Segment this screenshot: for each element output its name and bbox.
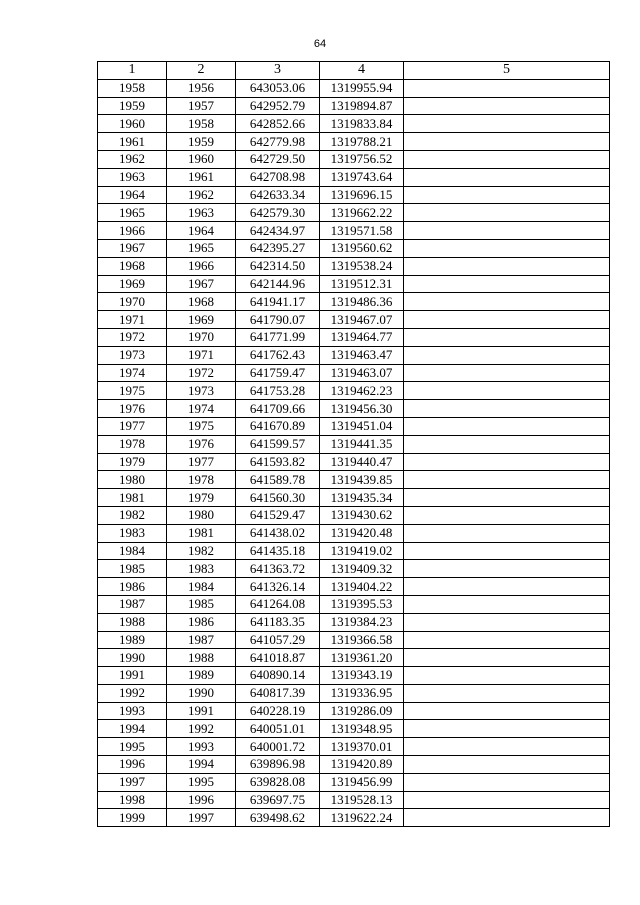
source-number-cell: 1984 bbox=[167, 578, 236, 596]
column-header-1: 1 bbox=[98, 62, 167, 80]
table-row bbox=[98, 328, 610, 346]
note-cell bbox=[404, 346, 610, 364]
table-row bbox=[98, 471, 610, 489]
table-row bbox=[98, 595, 610, 613]
table-row bbox=[98, 738, 610, 756]
x-coordinate-cell: 640817.39 bbox=[236, 684, 320, 702]
source-number-cell: 1964 bbox=[167, 222, 236, 240]
source-number-cell: 1977 bbox=[167, 453, 236, 471]
note-cell bbox=[404, 435, 610, 453]
y-coordinate-cell: 1319361.20 bbox=[320, 649, 404, 667]
point-number-cell: 1992 bbox=[98, 684, 167, 702]
table-row bbox=[98, 773, 610, 791]
x-coordinate-cell: 640001.72 bbox=[236, 738, 320, 756]
point-number-cell: 1986 bbox=[98, 578, 167, 596]
source-number-cell: 1990 bbox=[167, 684, 236, 702]
table-row bbox=[98, 79, 610, 97]
x-coordinate-cell: 643053.06 bbox=[236, 79, 320, 97]
x-coordinate-cell: 641018.87 bbox=[236, 649, 320, 667]
source-number-cell: 1957 bbox=[167, 97, 236, 115]
note-cell bbox=[404, 791, 610, 809]
point-number-cell: 1999 bbox=[98, 809, 167, 827]
x-coordinate-cell: 642952.79 bbox=[236, 97, 320, 115]
table-row bbox=[98, 631, 610, 649]
source-number-cell: 1969 bbox=[167, 311, 236, 329]
note-cell bbox=[404, 382, 610, 400]
source-number-cell: 1956 bbox=[167, 79, 236, 97]
point-number-cell: 1985 bbox=[98, 560, 167, 578]
x-coordinate-cell: 642434.97 bbox=[236, 222, 320, 240]
x-coordinate-cell: 642852.66 bbox=[236, 115, 320, 133]
y-coordinate-cell: 1319538.24 bbox=[320, 257, 404, 275]
y-coordinate-cell: 1319894.87 bbox=[320, 97, 404, 115]
y-coordinate-cell: 1319348.95 bbox=[320, 720, 404, 738]
coordinates-table bbox=[97, 61, 610, 827]
point-number-cell: 1984 bbox=[98, 542, 167, 560]
point-number-cell: 1967 bbox=[98, 239, 167, 257]
x-coordinate-cell: 639828.08 bbox=[236, 773, 320, 791]
table-row bbox=[98, 542, 610, 560]
point-number-cell: 1964 bbox=[98, 186, 167, 204]
x-coordinate-cell: 642708.98 bbox=[236, 168, 320, 186]
x-coordinate-cell: 642314.50 bbox=[236, 257, 320, 275]
note-cell bbox=[404, 631, 610, 649]
x-coordinate-cell: 640890.14 bbox=[236, 667, 320, 685]
y-coordinate-cell: 1319409.32 bbox=[320, 560, 404, 578]
note-cell bbox=[404, 702, 610, 720]
y-coordinate-cell: 1319696.15 bbox=[320, 186, 404, 204]
x-coordinate-cell: 642579.30 bbox=[236, 204, 320, 222]
note-cell bbox=[404, 79, 610, 97]
source-number-cell: 1995 bbox=[167, 773, 236, 791]
point-number-cell: 1995 bbox=[98, 738, 167, 756]
x-coordinate-cell: 642395.27 bbox=[236, 239, 320, 257]
point-number-cell: 1972 bbox=[98, 328, 167, 346]
table-row bbox=[98, 417, 610, 435]
x-coordinate-cell: 639498.62 bbox=[236, 809, 320, 827]
source-number-cell: 1980 bbox=[167, 506, 236, 524]
y-coordinate-cell: 1319464.77 bbox=[320, 328, 404, 346]
source-number-cell: 1996 bbox=[167, 791, 236, 809]
source-number-cell: 1968 bbox=[167, 293, 236, 311]
x-coordinate-cell: 641326.14 bbox=[236, 578, 320, 596]
y-coordinate-cell: 1319512.31 bbox=[320, 275, 404, 293]
note-cell bbox=[404, 97, 610, 115]
column-header-3: 3 bbox=[236, 62, 320, 80]
note-cell bbox=[404, 186, 610, 204]
y-coordinate-cell: 1319420.48 bbox=[320, 524, 404, 542]
table-row bbox=[98, 239, 610, 257]
table-row bbox=[98, 150, 610, 168]
y-coordinate-cell: 1319404.22 bbox=[320, 578, 404, 596]
point-number-cell: 1994 bbox=[98, 720, 167, 738]
x-coordinate-cell: 641593.82 bbox=[236, 453, 320, 471]
table-row bbox=[98, 186, 610, 204]
source-number-cell: 1985 bbox=[167, 595, 236, 613]
note-cell bbox=[404, 506, 610, 524]
note-cell bbox=[404, 222, 610, 240]
note-cell bbox=[404, 471, 610, 489]
point-number-cell: 1997 bbox=[98, 773, 167, 791]
column-header-2: 2 bbox=[167, 62, 236, 80]
page-number: 64 bbox=[313, 38, 327, 50]
y-coordinate-cell: 1319622.24 bbox=[320, 809, 404, 827]
point-number-cell: 1975 bbox=[98, 382, 167, 400]
point-number-cell: 1989 bbox=[98, 631, 167, 649]
note-cell bbox=[404, 293, 610, 311]
source-number-cell: 1971 bbox=[167, 346, 236, 364]
y-coordinate-cell: 1319441.35 bbox=[320, 435, 404, 453]
note-cell bbox=[404, 115, 610, 133]
point-number-cell: 1978 bbox=[98, 435, 167, 453]
table-header-row bbox=[98, 62, 610, 80]
note-cell bbox=[404, 560, 610, 578]
source-number-cell: 1991 bbox=[167, 702, 236, 720]
x-coordinate-cell: 640051.01 bbox=[236, 720, 320, 738]
point-number-cell: 1958 bbox=[98, 79, 167, 97]
point-number-cell: 1973 bbox=[98, 346, 167, 364]
note-cell bbox=[404, 720, 610, 738]
note-cell bbox=[404, 809, 610, 827]
table-row bbox=[98, 489, 610, 507]
y-coordinate-cell: 1319370.01 bbox=[320, 738, 404, 756]
source-number-cell: 1967 bbox=[167, 275, 236, 293]
table-row bbox=[98, 667, 610, 685]
table-row bbox=[98, 720, 610, 738]
x-coordinate-cell: 642779.98 bbox=[236, 133, 320, 151]
note-cell bbox=[404, 133, 610, 151]
table-header bbox=[98, 62, 610, 80]
x-coordinate-cell: 641183.35 bbox=[236, 613, 320, 631]
point-number-cell: 1968 bbox=[98, 257, 167, 275]
y-coordinate-cell: 1319456.30 bbox=[320, 400, 404, 418]
source-number-cell: 1993 bbox=[167, 738, 236, 756]
point-number-cell: 1996 bbox=[98, 756, 167, 774]
note-cell bbox=[404, 595, 610, 613]
table-row bbox=[98, 382, 610, 400]
source-number-cell: 1986 bbox=[167, 613, 236, 631]
x-coordinate-cell: 641670.89 bbox=[236, 417, 320, 435]
source-number-cell: 1976 bbox=[167, 435, 236, 453]
y-coordinate-cell: 1319528.13 bbox=[320, 791, 404, 809]
table-row bbox=[98, 364, 610, 382]
note-cell bbox=[404, 684, 610, 702]
y-coordinate-cell: 1319451.04 bbox=[320, 417, 404, 435]
note-cell bbox=[404, 613, 610, 631]
table-row bbox=[98, 435, 610, 453]
y-coordinate-cell: 1319955.94 bbox=[320, 79, 404, 97]
point-number-cell: 1983 bbox=[98, 524, 167, 542]
y-coordinate-cell: 1319343.19 bbox=[320, 667, 404, 685]
note-cell bbox=[404, 667, 610, 685]
source-number-cell: 1966 bbox=[167, 257, 236, 275]
note-cell bbox=[404, 400, 610, 418]
x-coordinate-cell: 641599.57 bbox=[236, 435, 320, 453]
source-number-cell: 1983 bbox=[167, 560, 236, 578]
x-coordinate-cell: 642633.34 bbox=[236, 186, 320, 204]
y-coordinate-cell: 1319336.95 bbox=[320, 684, 404, 702]
column-header-4: 4 bbox=[320, 62, 404, 80]
source-number-cell: 1989 bbox=[167, 667, 236, 685]
table-row bbox=[98, 756, 610, 774]
y-coordinate-cell: 1319420.89 bbox=[320, 756, 404, 774]
source-number-cell: 1962 bbox=[167, 186, 236, 204]
point-number-cell: 1960 bbox=[98, 115, 167, 133]
note-cell bbox=[404, 168, 610, 186]
point-number-cell: 1977 bbox=[98, 417, 167, 435]
note-cell bbox=[404, 773, 610, 791]
source-number-cell: 1961 bbox=[167, 168, 236, 186]
note-cell bbox=[404, 364, 610, 382]
x-coordinate-cell: 641560.30 bbox=[236, 489, 320, 507]
point-number-cell: 1981 bbox=[98, 489, 167, 507]
y-coordinate-cell: 1319419.02 bbox=[320, 542, 404, 560]
note-cell bbox=[404, 524, 610, 542]
y-coordinate-cell: 1319788.21 bbox=[320, 133, 404, 151]
table-body bbox=[98, 79, 610, 826]
source-number-cell: 1987 bbox=[167, 631, 236, 649]
note-cell bbox=[404, 328, 610, 346]
x-coordinate-cell: 641753.28 bbox=[236, 382, 320, 400]
x-coordinate-cell: 639697.75 bbox=[236, 791, 320, 809]
y-coordinate-cell: 1319743.64 bbox=[320, 168, 404, 186]
point-number-cell: 1980 bbox=[98, 471, 167, 489]
y-coordinate-cell: 1319384.23 bbox=[320, 613, 404, 631]
source-number-cell: 1982 bbox=[167, 542, 236, 560]
y-coordinate-cell: 1319662.22 bbox=[320, 204, 404, 222]
source-number-cell: 1979 bbox=[167, 489, 236, 507]
source-number-cell: 1960 bbox=[167, 150, 236, 168]
source-number-cell: 1992 bbox=[167, 720, 236, 738]
table-row bbox=[98, 791, 610, 809]
source-number-cell: 1975 bbox=[167, 417, 236, 435]
source-number-cell: 1958 bbox=[167, 115, 236, 133]
y-coordinate-cell: 1319560.62 bbox=[320, 239, 404, 257]
point-number-cell: 1962 bbox=[98, 150, 167, 168]
table-row bbox=[98, 293, 610, 311]
source-number-cell: 1978 bbox=[167, 471, 236, 489]
point-number-cell: 1966 bbox=[98, 222, 167, 240]
point-number-cell: 1998 bbox=[98, 791, 167, 809]
y-coordinate-cell: 1319486.36 bbox=[320, 293, 404, 311]
source-number-cell: 1959 bbox=[167, 133, 236, 151]
point-number-cell: 1970 bbox=[98, 293, 167, 311]
table-row bbox=[98, 168, 610, 186]
y-coordinate-cell: 1319463.47 bbox=[320, 346, 404, 364]
note-cell bbox=[404, 417, 610, 435]
table-row bbox=[98, 702, 610, 720]
source-number-cell: 1988 bbox=[167, 649, 236, 667]
source-number-cell: 1997 bbox=[167, 809, 236, 827]
table-row bbox=[98, 204, 610, 222]
point-number-cell: 1969 bbox=[98, 275, 167, 293]
point-number-cell: 1991 bbox=[98, 667, 167, 685]
note-cell bbox=[404, 738, 610, 756]
y-coordinate-cell: 1319286.09 bbox=[320, 702, 404, 720]
x-coordinate-cell: 642144.96 bbox=[236, 275, 320, 293]
y-coordinate-cell: 1319463.07 bbox=[320, 364, 404, 382]
table-row bbox=[98, 506, 610, 524]
point-number-cell: 1987 bbox=[98, 595, 167, 613]
point-number-cell: 1982 bbox=[98, 506, 167, 524]
note-cell bbox=[404, 311, 610, 329]
source-number-cell: 1994 bbox=[167, 756, 236, 774]
note-cell bbox=[404, 578, 610, 596]
x-coordinate-cell: 641709.66 bbox=[236, 400, 320, 418]
source-number-cell: 1970 bbox=[167, 328, 236, 346]
point-number-cell: 1993 bbox=[98, 702, 167, 720]
table-row bbox=[98, 649, 610, 667]
x-coordinate-cell: 640228.19 bbox=[236, 702, 320, 720]
source-number-cell: 1973 bbox=[167, 382, 236, 400]
table-row bbox=[98, 222, 610, 240]
point-number-cell: 1963 bbox=[98, 168, 167, 186]
x-coordinate-cell: 641771.99 bbox=[236, 328, 320, 346]
point-number-cell: 1961 bbox=[98, 133, 167, 151]
note-cell bbox=[404, 275, 610, 293]
source-number-cell: 1981 bbox=[167, 524, 236, 542]
point-number-cell: 1971 bbox=[98, 311, 167, 329]
y-coordinate-cell: 1319440.47 bbox=[320, 453, 404, 471]
y-coordinate-cell: 1319571.58 bbox=[320, 222, 404, 240]
note-cell bbox=[404, 542, 610, 560]
table-row bbox=[98, 133, 610, 151]
point-number-cell: 1988 bbox=[98, 613, 167, 631]
table-row bbox=[98, 524, 610, 542]
x-coordinate-cell: 641057.29 bbox=[236, 631, 320, 649]
x-coordinate-cell: 641589.78 bbox=[236, 471, 320, 489]
x-coordinate-cell: 641941.17 bbox=[236, 293, 320, 311]
note-cell bbox=[404, 204, 610, 222]
table-row bbox=[98, 453, 610, 471]
y-coordinate-cell: 1319456.99 bbox=[320, 773, 404, 791]
table-row bbox=[98, 809, 610, 827]
table-row bbox=[98, 97, 610, 115]
y-coordinate-cell: 1319462.23 bbox=[320, 382, 404, 400]
source-number-cell: 1972 bbox=[167, 364, 236, 382]
table-row bbox=[98, 560, 610, 578]
note-cell bbox=[404, 239, 610, 257]
x-coordinate-cell: 641435.18 bbox=[236, 542, 320, 560]
x-coordinate-cell: 642729.50 bbox=[236, 150, 320, 168]
note-cell bbox=[404, 756, 610, 774]
y-coordinate-cell: 1319467.07 bbox=[320, 311, 404, 329]
table-row bbox=[98, 578, 610, 596]
source-number-cell: 1974 bbox=[167, 400, 236, 418]
source-number-cell: 1963 bbox=[167, 204, 236, 222]
y-coordinate-cell: 1319366.58 bbox=[320, 631, 404, 649]
table-row bbox=[98, 115, 610, 133]
table-row bbox=[98, 613, 610, 631]
x-coordinate-cell: 641529.47 bbox=[236, 506, 320, 524]
point-number-cell: 1959 bbox=[98, 97, 167, 115]
y-coordinate-cell: 1319435.34 bbox=[320, 489, 404, 507]
y-coordinate-cell: 1319439.85 bbox=[320, 471, 404, 489]
point-number-cell: 1979 bbox=[98, 453, 167, 471]
table-row bbox=[98, 311, 610, 329]
table-row bbox=[98, 684, 610, 702]
x-coordinate-cell: 641438.02 bbox=[236, 524, 320, 542]
x-coordinate-cell: 641759.47 bbox=[236, 364, 320, 382]
point-number-cell: 1965 bbox=[98, 204, 167, 222]
point-number-cell: 1974 bbox=[98, 364, 167, 382]
column-header-5: 5 bbox=[404, 62, 610, 80]
y-coordinate-cell: 1319430.62 bbox=[320, 506, 404, 524]
table-row bbox=[98, 257, 610, 275]
point-number-cell: 1990 bbox=[98, 649, 167, 667]
x-coordinate-cell: 641264.08 bbox=[236, 595, 320, 613]
note-cell bbox=[404, 257, 610, 275]
x-coordinate-cell: 641790.07 bbox=[236, 311, 320, 329]
note-cell bbox=[404, 649, 610, 667]
y-coordinate-cell: 1319756.52 bbox=[320, 150, 404, 168]
table-row bbox=[98, 346, 610, 364]
x-coordinate-cell: 641762.43 bbox=[236, 346, 320, 364]
note-cell bbox=[404, 489, 610, 507]
table-row bbox=[98, 400, 610, 418]
source-number-cell: 1965 bbox=[167, 239, 236, 257]
point-number-cell: 1976 bbox=[98, 400, 167, 418]
y-coordinate-cell: 1319395.53 bbox=[320, 595, 404, 613]
note-cell bbox=[404, 150, 610, 168]
note-cell bbox=[404, 453, 610, 471]
table-row bbox=[98, 275, 610, 293]
x-coordinate-cell: 641363.72 bbox=[236, 560, 320, 578]
x-coordinate-cell: 639896.98 bbox=[236, 756, 320, 774]
y-coordinate-cell: 1319833.84 bbox=[320, 115, 404, 133]
